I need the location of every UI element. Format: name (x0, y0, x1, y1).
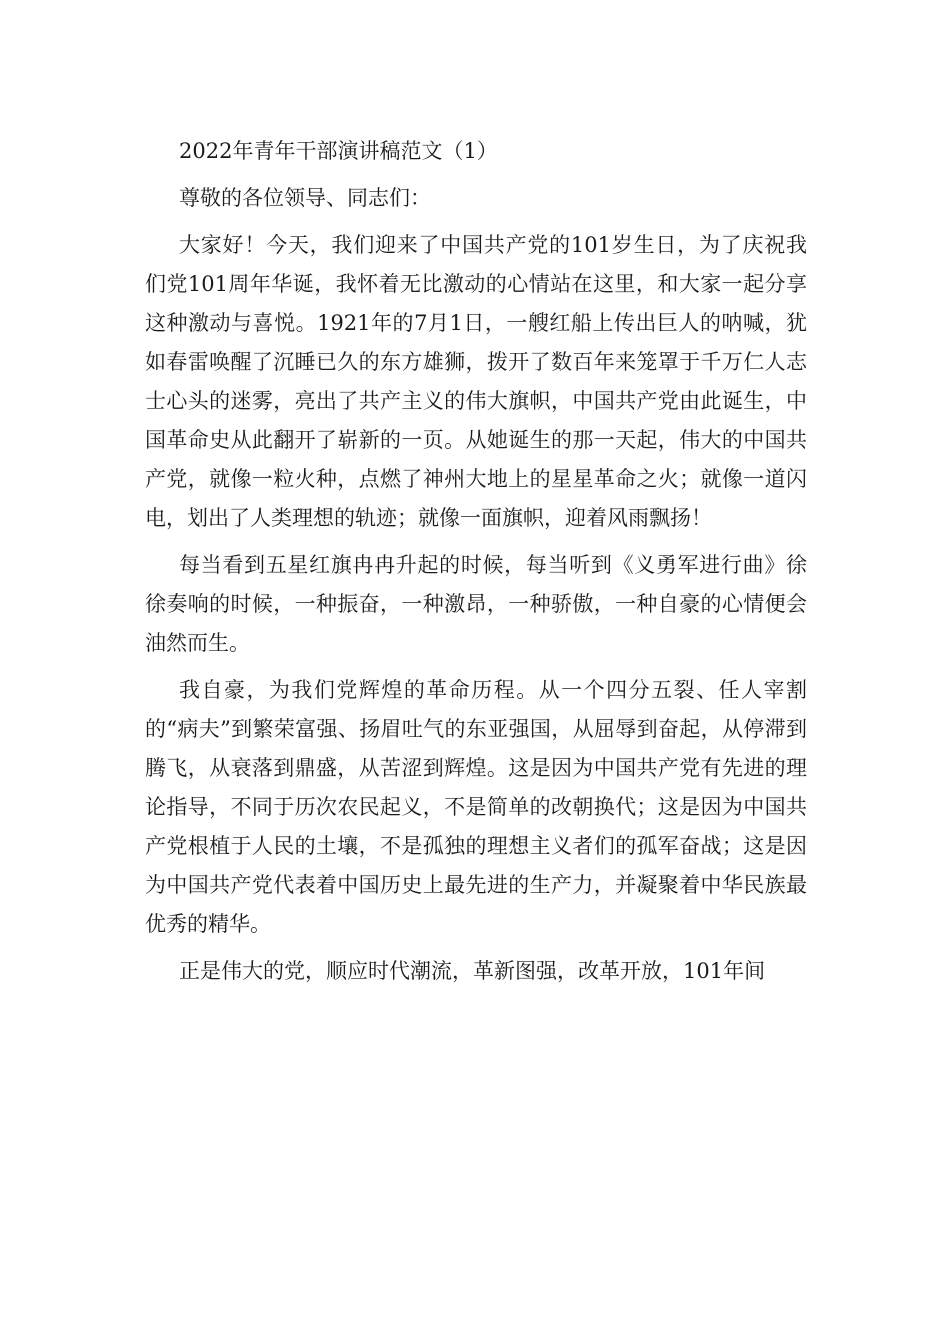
document-title: 2022年青年干部演讲稿范文（1） (179, 139, 498, 163)
salutation: 尊敬的各位领导、同志们： (179, 186, 431, 210)
paragraph-3: 我自豪，为我们党辉煌的革命历程。从一个四分五裂、任人宰割的“病夫”到繁荣富强、扬眉吐气的东亚强国，从屈辱到奋起，从停滞到腾飞，从衰落到鼎盛，从苦涩到辉煌。这是因为中国共产党有先进的理论指导，不同于历次农民起义，不是简单的改朝换代；这是因为中国共产党根植于人民的土壤，不是孤独的理想主义者们的孤军奋战；这是因为中国共产党代表着中国历史上最先进的生产力，并凝聚着中华民族最优秀的精华。 (145, 678, 807, 936)
paragraph-1: 大家好！今天，我们迎来了中国共产党的101岁生日，为了庆祝我们党101周年华诞，我怀着无比激动的心情站在这里，和大家一起分享这种激动与喜悦。1921年的7月1日，一艘红船上传出巨人的呐喊，犹如春雷唤醒了沉睡已久的东方雄狮，拨开了数百年来笼罩于千万仁人志士心头的迷雾，亮出了共产主义的伟大旗帜，中国共产党由此诞生，中国革命史从此翻开了崭新的一页。从她诞生的那一天起，伟大的中国共产党，就像一粒火种，点燃了神州大地上的星星革命之火；就像一道闪电，划出了人类理想的轨迹；就像一面旗帜，迎着风雨飘扬！ (145, 233, 807, 530)
document-body (145, 132, 807, 999)
paragraph-4: 正是伟大的党，顺应时代潮流，革新图强，改革开放，101年间 (179, 959, 766, 983)
paragraph-2: 每当看到五星红旗冉冉升起的时候，每当听到《义勇军进行曲》徐徐奏响的时候，一种振奋，一种激昂，一种骄傲，一种自豪的心情便会油然而生。 (145, 553, 807, 655)
